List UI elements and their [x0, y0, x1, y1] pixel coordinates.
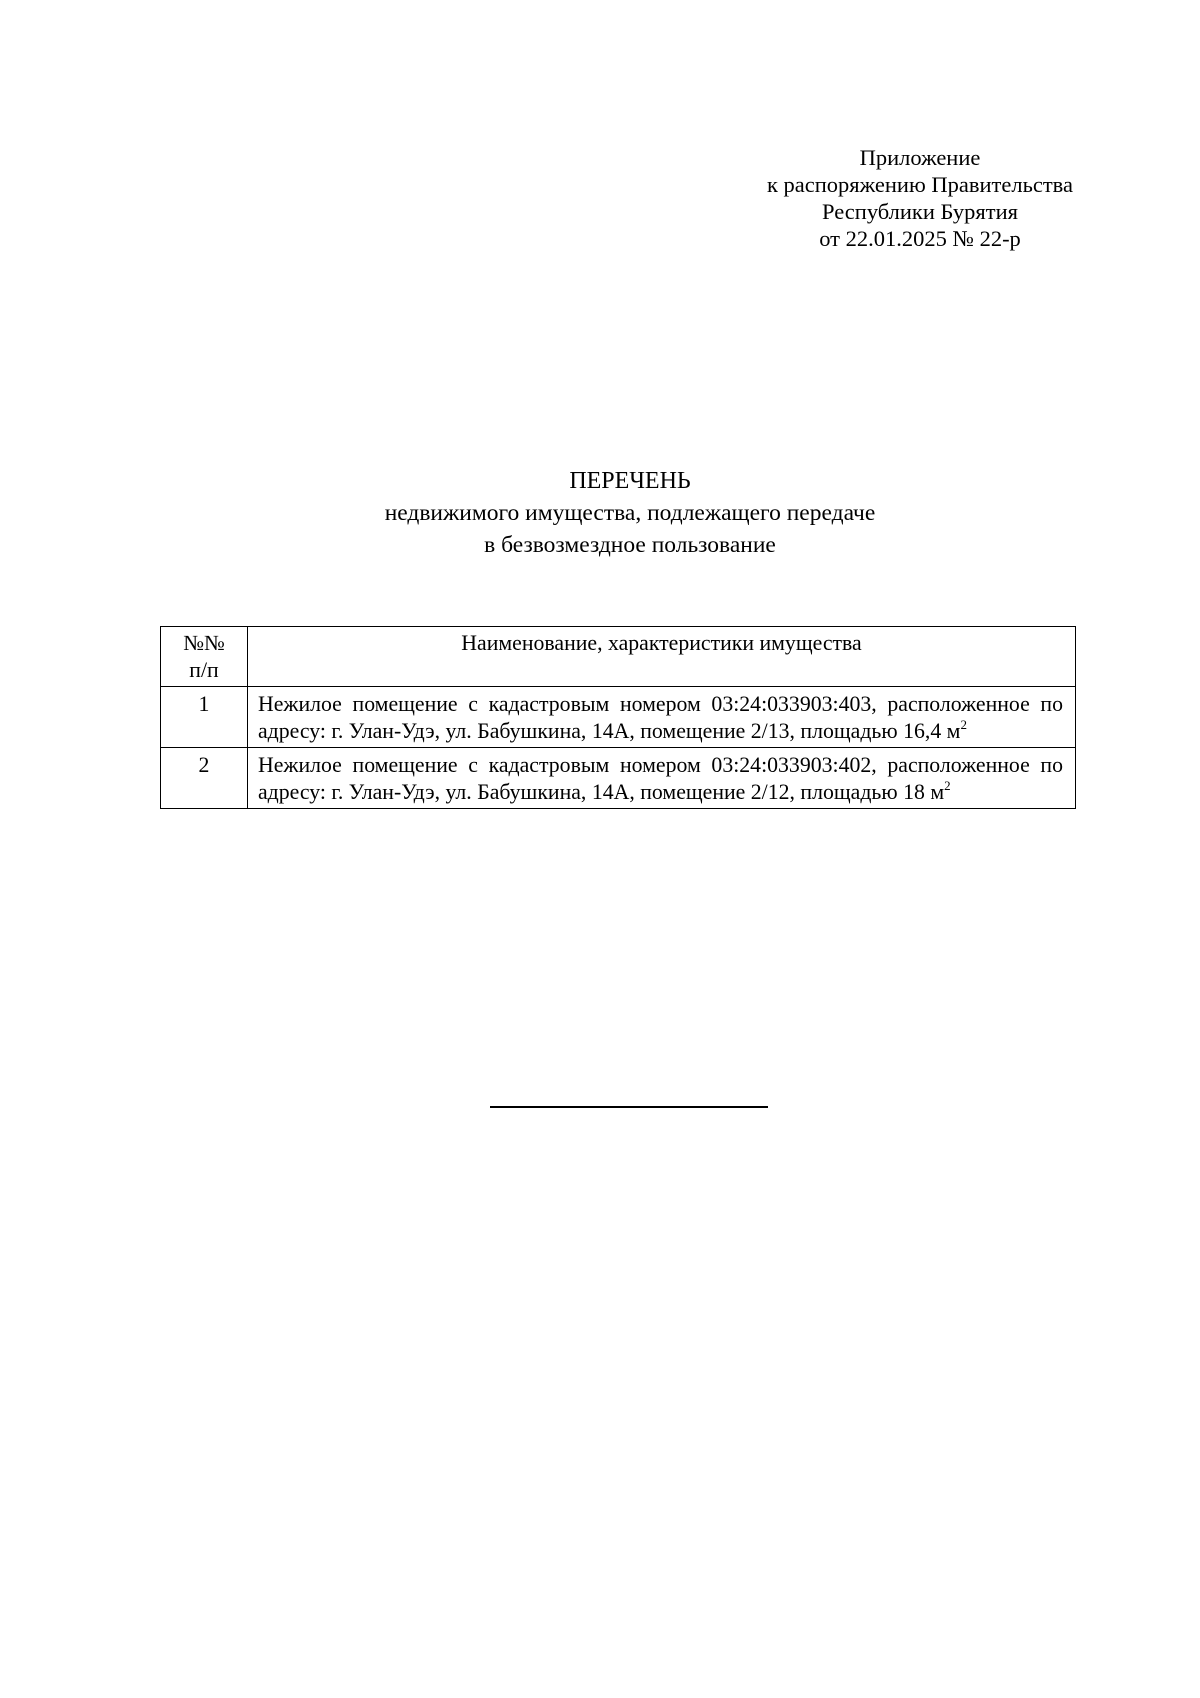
document-subtitle-line2: в безвозмездное пользование [484, 532, 776, 558]
appendix-reference: к распоряжению Правительства [766, 172, 1073, 197]
header-number-line1: №№ [183, 631, 225, 655]
header-number-cell [161, 627, 248, 687]
appendix-block [720, 144, 1120, 252]
header-name-cell: Наименование, характеристики имущества [248, 627, 1076, 687]
document-title-block [160, 465, 1100, 561]
table-row [161, 748, 1076, 809]
appendix-date-number: от 22.01.2025 № 22-р [819, 226, 1021, 251]
area-unit-superscript: 2 [944, 778, 951, 793]
table-header-row [161, 627, 1076, 687]
appendix-republic: Республики Бурятия [822, 199, 1018, 224]
row-number: 2 [161, 748, 248, 809]
table-row [161, 687, 1076, 748]
area-unit-superscript: 2 [960, 717, 967, 732]
row-description [248, 748, 1076, 809]
row-number: 1 [161, 687, 248, 748]
property-table [160, 626, 1076, 809]
appendix-label: Приложение [859, 145, 981, 170]
row-description [248, 687, 1076, 748]
row-description-text: Нежилое помещение с кадастровым номером 03:24:033903:402, расположенное по адресу: г. Улан-Удэ, ул. Бабушкина, 14А, помещение 2/12, площадью 18 м [258, 753, 1063, 804]
document-subtitle-line1: недвижимого имущества, подлежащего передаче [384, 500, 876, 526]
header-number-line2: п/п [189, 658, 219, 682]
document-title: ПЕРЕЧЕНЬ [569, 468, 691, 494]
row-description-text: Нежилое помещение с кадастровым номером 03:24:033903:403, расположенное по адресу: г. Улан-Удэ, ул. Бабушкина, 14А, помещение 2/13, площадью 16,4 м [258, 692, 1063, 743]
closing-divider-line [490, 1106, 768, 1108]
